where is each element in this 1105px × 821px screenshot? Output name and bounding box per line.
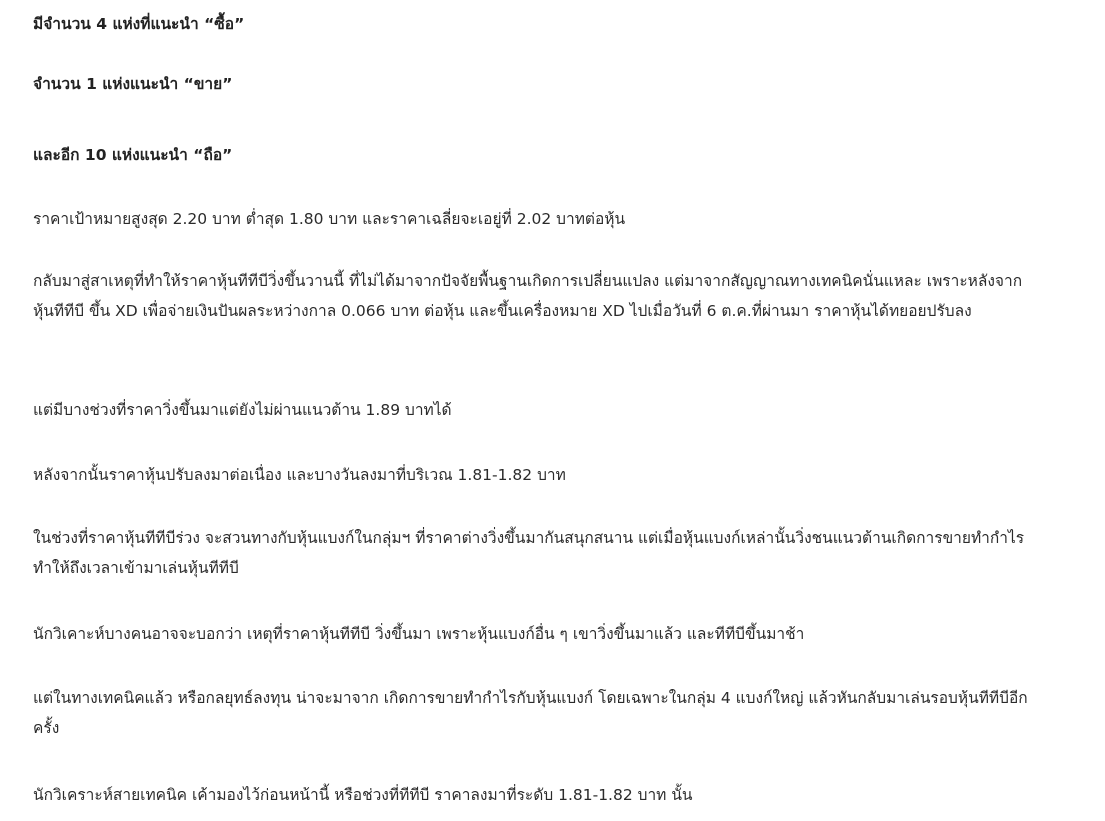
recommendation-sell: จำนวน 1 แห่งแนะนำ “ขาย” — [33, 75, 233, 93]
technical-reason-paragraph: กลับมาสู่สาเหตุที่ทำให้ราคาหุ้นทีทีบีวิ่งขึ้นวานนี้ ที่ไม่ได้มาจากปัจจัยพื้นฐานเกิดการเปลี่ยนแปลง แต่มาจากสัญญาณทางเทคนิคนั่นแหละ เพราะหลังจากหุ้นทีทีบี ขึ้น XD เพื่อจ่ายเงินปันผลระหว่างกาล 0.066 บาท ต่อหุ้น และขึ้นเครื่องหมาย XD ไปเมื่อวันที่ 6 ต.ค.ที่ผ่านมา ราคาหุ้นได้ทยอยปรับลง — [33, 272, 1023, 320]
strategy-paragraph: แต่ในทางเทคนิคแล้ว หรือกลยุทธ์ลงทุน น่าจะมาจาก เกิดการขายทำกำไรกับหุ้นแบงก์ โดยเฉพาะในกลุ่ม 4 แบงก์ใหญ่ แล้วหันกลับมาเล่นรอบหุ้นทีทีบีอีกครั้ง — [33, 689, 1028, 737]
resistance-paragraph: แต่มีบางช่วงที่ราคาวิ่งขึ้นมาแต่ยังไม่ผ่านแนวต้าน 1.89 บาทได้ — [33, 401, 452, 419]
technical-analyst-paragraph: นักวิเคราะห์สายเทคนิค เค้ามองไว้ก่อนหน้านี้ หรือช่วงที่ทีทีบี ราคาลงมาที่ระดับ 1.81-1.82 บาท นั้น — [33, 786, 693, 804]
price-decline-paragraph: หลังจากนั้นราคาหุ้นปรับลงมาต่อเนื่อง และบางวันลงมาที่บริเวณ 1.81-1.82 บาท — [33, 466, 566, 484]
bank-sector-paragraph: ในช่วงที่ราคาหุ้นทีทีบีร่วง จะสวนทางกับหุ้นแบงก์ในกลุ่มฯ ที่ราคาต่างวิ่งขึ้นมากันสนุกสนาน แต่เมื่อหุ้นแบงก์เหล่านั้นวิ่งชนแนวต้านเกิดการขายทำกำไร ทำให้ถึงเวลาเข้ามาเล่นหุ้นทีทีบี — [33, 529, 1025, 577]
target-price-paragraph: ราคาเป้าหมายสูงสุด 2.20 บาท ต่ำสุด 1.80 บาท และราคาเฉลี่ยจะเอยู่ที่ 2.02 บาทต่อหุ้น — [33, 210, 626, 228]
analyst-view-paragraph: นักวิเคาะห์บางคนอาจจะบอกว่า เหตุที่ราคาหุ้นทีทีบี วิ่งขึ้นมา เพราะหุ้นแบงก์อื่น ๆ เขาวิ่งขึ้นมาแล้ว และทีทีบีขึ้นมาช้า — [33, 625, 805, 643]
recommendation-buy: มีจำนวน 4 แห่งที่แนะนำ “ซื้อ” — [33, 15, 245, 33]
recommendation-hold: และอีก 10 แห่งแนะนำ “ถือ” — [33, 146, 233, 164]
